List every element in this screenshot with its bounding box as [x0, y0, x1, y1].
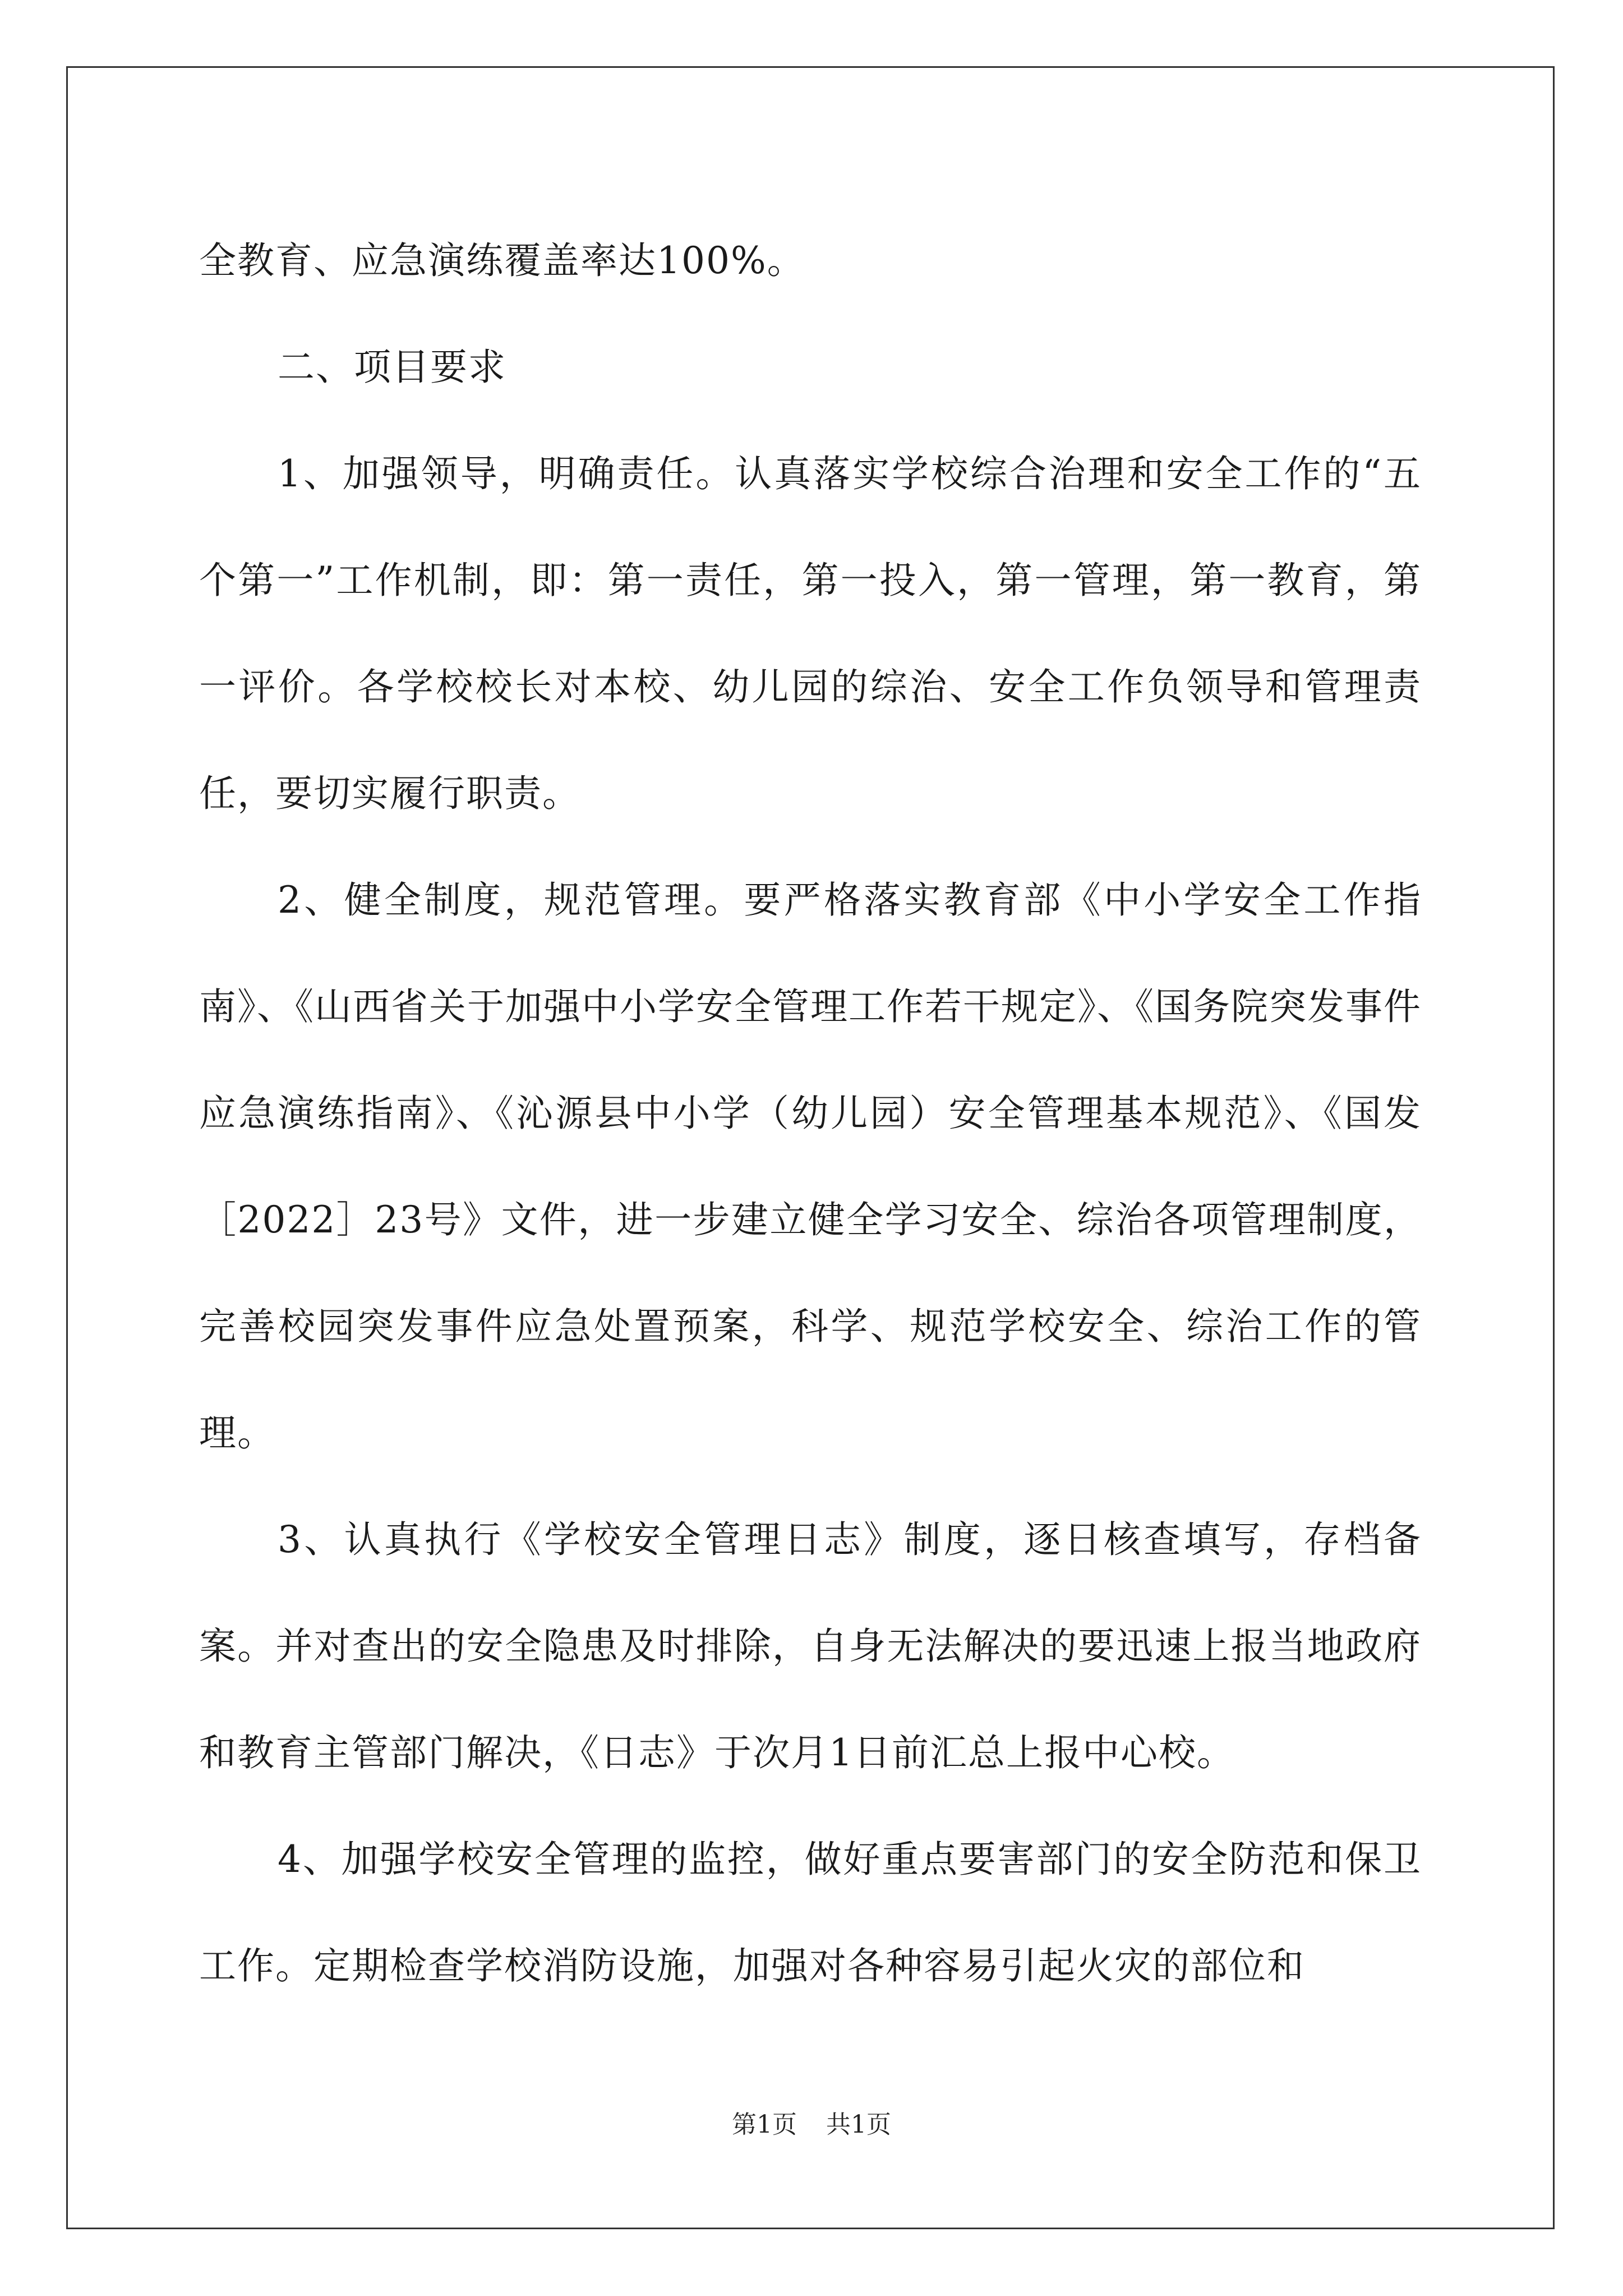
paragraph-1: 全教育、应急演练覆盖率达100%。 [199, 239, 805, 282]
paragraph-item-4: 4、加强学校安全管理的监控，做好重点要害部门的安全防范和保卫工作。定期检查学校消防设施，加强对各种容易引起火灾的部位和 [199, 1838, 1422, 1987]
paragraph-item-1: 1、加强领导，明确责任。认真落实学校综合治理和安全工作的“五个第一”工作机制，即：第一责任，第一投入，第一管理，第一教育，第一评价。各学校校长对本校、幼儿园的综治、安全工作负领导和管理责任，要切实履行职责。 [199, 452, 1422, 815]
paragraph-item-3: 3、认真执行《学校安全管理日志》制度，逐日核查填写，存档备案。并对查出的安全隐患及时排除，自身无法解决的要迅速上报当地政府和教育主管部门解决，《日志》于次月1日前汇总上报中心校。 [199, 1518, 1422, 1774]
paragraph-item-2: 2、健全制度，规范管理。要严格落实教育部《中小学安全工作指南》、《山西省关于加强中小学安全管理工作若干规定》、《国务院突发事件应急演练指南》、《沁源县中小学（幼儿园）安全管理基本规范》、《国发［2022］23号》文件，进一步建立健全学习安全、综治各项管理制度，完善校园突发事件应急处置预案，科学、规范学校安全、综治工作的管理。 [199, 878, 1422, 1455]
section-heading: 二、项目要求 [278, 346, 506, 389]
page-footer [0, 2108, 1623, 2142]
page-number: 第1页 [732, 2110, 797, 2139]
document-body [199, 208, 1422, 2019]
page-total: 共1页 [826, 2110, 891, 2139]
